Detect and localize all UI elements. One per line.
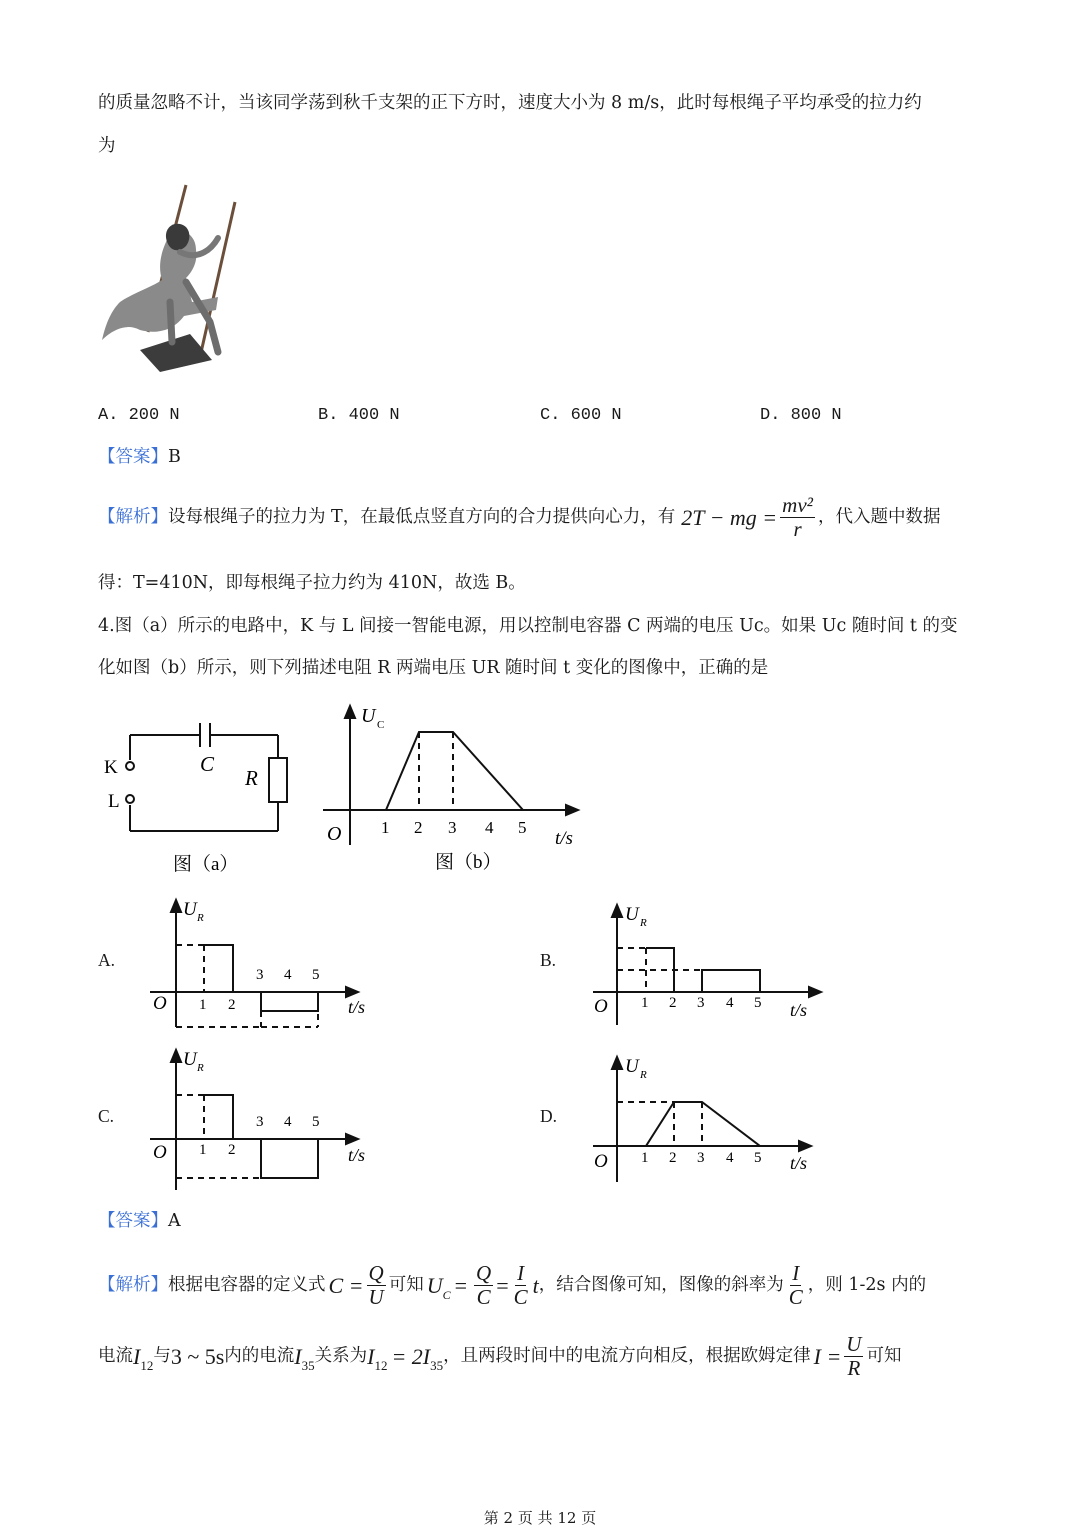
current-i12: I: [133, 1343, 141, 1369]
tick-4: 4: [284, 1114, 292, 1130]
relation-left: I: [367, 1343, 375, 1369]
formula-denominator: R: [847, 1356, 861, 1381]
option-c-label: C.: [98, 1106, 115, 1126]
tick-2: 2: [669, 1150, 677, 1166]
q3-analysis-line2: 得：T=410N，即每根绳子拉力约为 410N，故选 B。: [98, 573, 526, 593]
formula-eq: =: [454, 1272, 468, 1298]
origin-label: O: [327, 823, 342, 845]
q4-analysis-line1: 【解析】 根据电容器的定义式 C = $\frac{Q}{U}$ 可知 U C = $\frac{Q}{C}$ = $\frac{I}{C}$ t ，结合图像可知，图像的斜率为 $\frac{I}{C}$ ，则 1-2s 内的: [98, 1261, 927, 1310]
q3-option-c: C. 600 N: [540, 406, 622, 425]
answer-tag: 【答案】: [98, 447, 168, 467]
option-a-label: A.: [98, 950, 116, 970]
ur-axis-label: U: [183, 1049, 197, 1070]
formula-uc-sub: C: [442, 1288, 451, 1303]
tick-1: 1: [641, 1150, 649, 1166]
relation-left-sub: 12: [374, 1358, 388, 1374]
terminal-l-label: L: [108, 791, 120, 812]
origin-label: O: [153, 993, 167, 1014]
current-i12-sub: 12: [140, 1358, 154, 1374]
uc-axis-label: U: [361, 705, 376, 727]
tick-3: 3: [448, 818, 457, 837]
analysis-tag: 【解析】: [98, 506, 168, 527]
formula-numerator: I: [792, 1261, 800, 1285]
uc-graph-b: [315, 700, 590, 890]
analysis-text: 可知: [866, 1345, 902, 1366]
formula-c-left: C =: [328, 1272, 364, 1298]
option-d-label: D.: [540, 1106, 558, 1126]
formula-denominator: C: [476, 1285, 491, 1310]
formula-fraction: [780, 494, 815, 541]
tick-5: 5: [754, 1150, 762, 1166]
time-axis-label: t/s: [555, 828, 573, 849]
formula-numerator: U: [846, 1332, 862, 1356]
analysis-tag: 【解析】: [98, 1274, 168, 1295]
formula-u-over-r: [844, 1333, 863, 1380]
analysis-text: ，则 1-2s 内的: [807, 1274, 927, 1295]
analysis-text: ，结合图像可知，图像的斜率为: [538, 1274, 784, 1295]
tick-3: 3: [256, 967, 264, 983]
formula-numerator: Q: [476, 1261, 492, 1285]
formula-denominator: C: [788, 1285, 803, 1310]
q4-analysis-line2: [98, 1333, 901, 1380]
formula-t: t: [532, 1272, 539, 1298]
option-d-graph: [588, 1052, 828, 1187]
ur-axis-sub: R: [197, 1062, 204, 1074]
capacitor-label: C: [200, 752, 215, 776]
q3-option-d: D. 800 N: [760, 406, 842, 425]
ur-axis-sub: R: [197, 912, 204, 924]
time-range: 3 ~ 5s: [170, 1343, 225, 1369]
time-axis-label: t/s: [790, 1153, 808, 1173]
swing-illustration: [100, 182, 260, 377]
q4-stem-line2: 化如图（b）所示，则下列描述电阻 R 两端电压 UR 随时间 t 变化的图像中，正确的是: [98, 658, 769, 678]
tick-4: 4: [726, 1150, 734, 1166]
ur-axis-sub: R: [640, 1069, 647, 1081]
tick-5: 5: [518, 818, 527, 837]
ur-axis-label: U: [183, 899, 197, 920]
option-b-graph: [588, 900, 828, 1030]
formula-denominator: r: [793, 517, 802, 542]
fig-a-caption: 图（a）: [173, 854, 239, 875]
q3-analysis: [98, 494, 940, 541]
page-footer: 第 2 页 共 12 页: [483, 1509, 597, 1527]
formula-i-over-c: [512, 1262, 530, 1309]
analysis-text: 可知: [388, 1274, 424, 1295]
q3-text-line1: 的质量忽略不计，当该同学荡到秋千支架的正下方时，速度大小为 8 m/s，此时每根绳子平均承受的拉力约: [98, 93, 922, 113]
current-i35-sub: 35: [301, 1358, 315, 1374]
analysis-text: ，且两段时间中的电流方向相反，根据欧姆定律: [443, 1345, 811, 1366]
analysis-text: 与: [153, 1345, 171, 1366]
current-i35: I: [294, 1343, 302, 1369]
tick-4: 4: [284, 967, 292, 983]
tick-5: 5: [754, 995, 762, 1011]
fig-b-caption: 图（b）: [435, 852, 502, 873]
q3-option-a: A. 200 N: [98, 406, 180, 425]
answer-tag: 【答案】: [98, 1211, 168, 1231]
q3-option-b: B. 400 N: [318, 406, 400, 425]
q4-stem-line1: 4.图（a）所示的电路中，K 与 L 间接一智能电源，用以控制电容器 C 两端的电压 Uc。如果 Uc 随时间 t 的变: [98, 616, 958, 636]
analysis-text: 关系为: [314, 1345, 368, 1366]
formula-denominator: U: [368, 1285, 384, 1310]
tick-3: 3: [697, 1150, 705, 1166]
resistor-label: R: [245, 766, 258, 790]
ur-axis-sub: R: [640, 917, 647, 929]
formula-q-over-c: [474, 1262, 493, 1309]
tick-1: 1: [199, 1142, 207, 1158]
analysis-text-2: ，代入题中数据: [817, 506, 941, 527]
formula-slope: [787, 1262, 805, 1309]
origin-label: O: [153, 1142, 167, 1163]
q3-answer: [98, 449, 181, 467]
q4-answer: [98, 1213, 181, 1231]
tick-1: 1: [641, 995, 649, 1011]
answer-value: A: [168, 1211, 181, 1231]
tick-4: 4: [726, 995, 734, 1011]
terminal-k-label: K: [104, 757, 118, 778]
formula-q-over-u: [367, 1262, 386, 1309]
time-axis-label: t/s: [348, 997, 366, 1017]
tick-2: 2: [228, 997, 236, 1013]
formula-denominator: C: [513, 1285, 528, 1310]
q3-text-line2: 为: [98, 136, 116, 156]
tick-2: 2: [414, 818, 423, 837]
time-axis-label: t/s: [790, 1000, 808, 1020]
circuit-diagram-a: [100, 715, 300, 885]
formula-numerator: mv²: [782, 493, 813, 517]
tick-5: 5: [312, 1114, 320, 1130]
tick-2: 2: [228, 1142, 236, 1158]
relation-right-sub: 35: [430, 1358, 444, 1374]
tick-1: 1: [381, 818, 390, 837]
formula-left: 2T − mg =: [681, 504, 778, 530]
tick-3: 3: [256, 1114, 264, 1130]
ur-axis-label: U: [625, 1056, 639, 1077]
option-b-label: B.: [540, 950, 557, 970]
relation-mid: = 2I: [391, 1343, 431, 1369]
ohm-left: I =: [813, 1343, 842, 1369]
analysis-text: 电流: [98, 1345, 133, 1366]
answer-value: B: [168, 447, 181, 467]
option-c-graph: [145, 1045, 385, 1195]
origin-label: O: [594, 1151, 608, 1172]
formula-numerator: Q: [368, 1261, 384, 1285]
analysis-text: 设每根绳子的拉力为 T，在最低点竖直方向的合力提供向心力，有: [168, 506, 676, 527]
tick-3: 3: [697, 995, 705, 1011]
option-a-graph: [145, 895, 385, 1030]
tick-2: 2: [669, 995, 677, 1011]
formula-numerator: I: [517, 1261, 525, 1285]
analysis-text: 内的电流: [224, 1345, 295, 1366]
time-axis-label: t/s: [348, 1145, 366, 1165]
origin-label: O: [594, 996, 608, 1017]
ur-axis-label: U: [625, 904, 639, 925]
tick-4: 4: [485, 818, 494, 837]
analysis-text: 根据电容器的定义式: [168, 1274, 326, 1295]
tick-5: 5: [312, 967, 320, 983]
uc-axis-sub: C: [377, 719, 385, 731]
tick-1: 1: [199, 997, 207, 1013]
formula-uc: U: [426, 1272, 443, 1298]
